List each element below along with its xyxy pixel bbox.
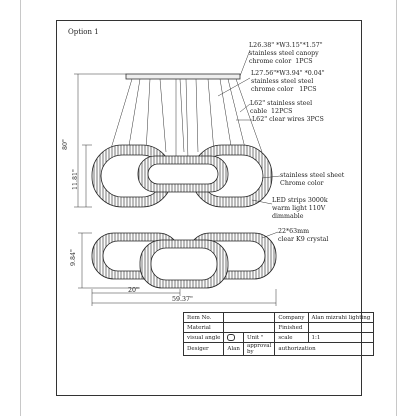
dim-fixture-height: 11.81" [72, 169, 79, 190]
note-cable: L62" stainless steel cable 12PCS [250, 100, 313, 115]
dim-ring-width: 20" [128, 287, 139, 294]
designer-label: Desiger [184, 343, 224, 356]
canopy [126, 74, 240, 79]
note-wires: L62" clear wires 3PCS [252, 116, 324, 123]
note-bar: L27.56"*W3.94" *0.04" stainless steel steel chrome color 1PCS [251, 70, 325, 93]
approval-label: approval by [243, 343, 274, 356]
unit-label: Unit [246, 334, 260, 341]
title-block [183, 312, 374, 356]
unit-value: " [260, 334, 264, 341]
note-canopy: L26.38" *W3.15"*1.57" stainless steel canopy chrome color 1PCS [249, 42, 323, 65]
company-label: Company [275, 313, 308, 323]
designer-value: Alan [224, 343, 244, 356]
lower-fixture [92, 233, 276, 288]
note-led: LED strips 3000k warm light 110V dimmable [272, 197, 328, 220]
finished-label: Finished [275, 323, 308, 333]
note-crystal: 22*63mm clear K9 crystal [278, 228, 329, 243]
item-no-label: Item No. [184, 313, 224, 323]
visual-angle-label: visual angle [184, 333, 224, 343]
dim-bottom-height: 9.84" [70, 249, 77, 266]
authorization-label: authorization [275, 343, 374, 356]
upper-fixture [92, 145, 272, 207]
material-label: Material [184, 323, 224, 333]
dim-overall-height: 80" [62, 139, 69, 150]
dim-overall-width: 59.37" [172, 296, 193, 303]
company-value: Alan mizrahi lighting [308, 313, 374, 323]
scale-label: scale [275, 333, 308, 343]
note-sheet: stainless steel sheet Chrome color [280, 172, 345, 187]
projection-icon [227, 334, 235, 341]
option-label: Option 1 [68, 28, 99, 36]
scale-value: 1:1 [308, 333, 374, 343]
